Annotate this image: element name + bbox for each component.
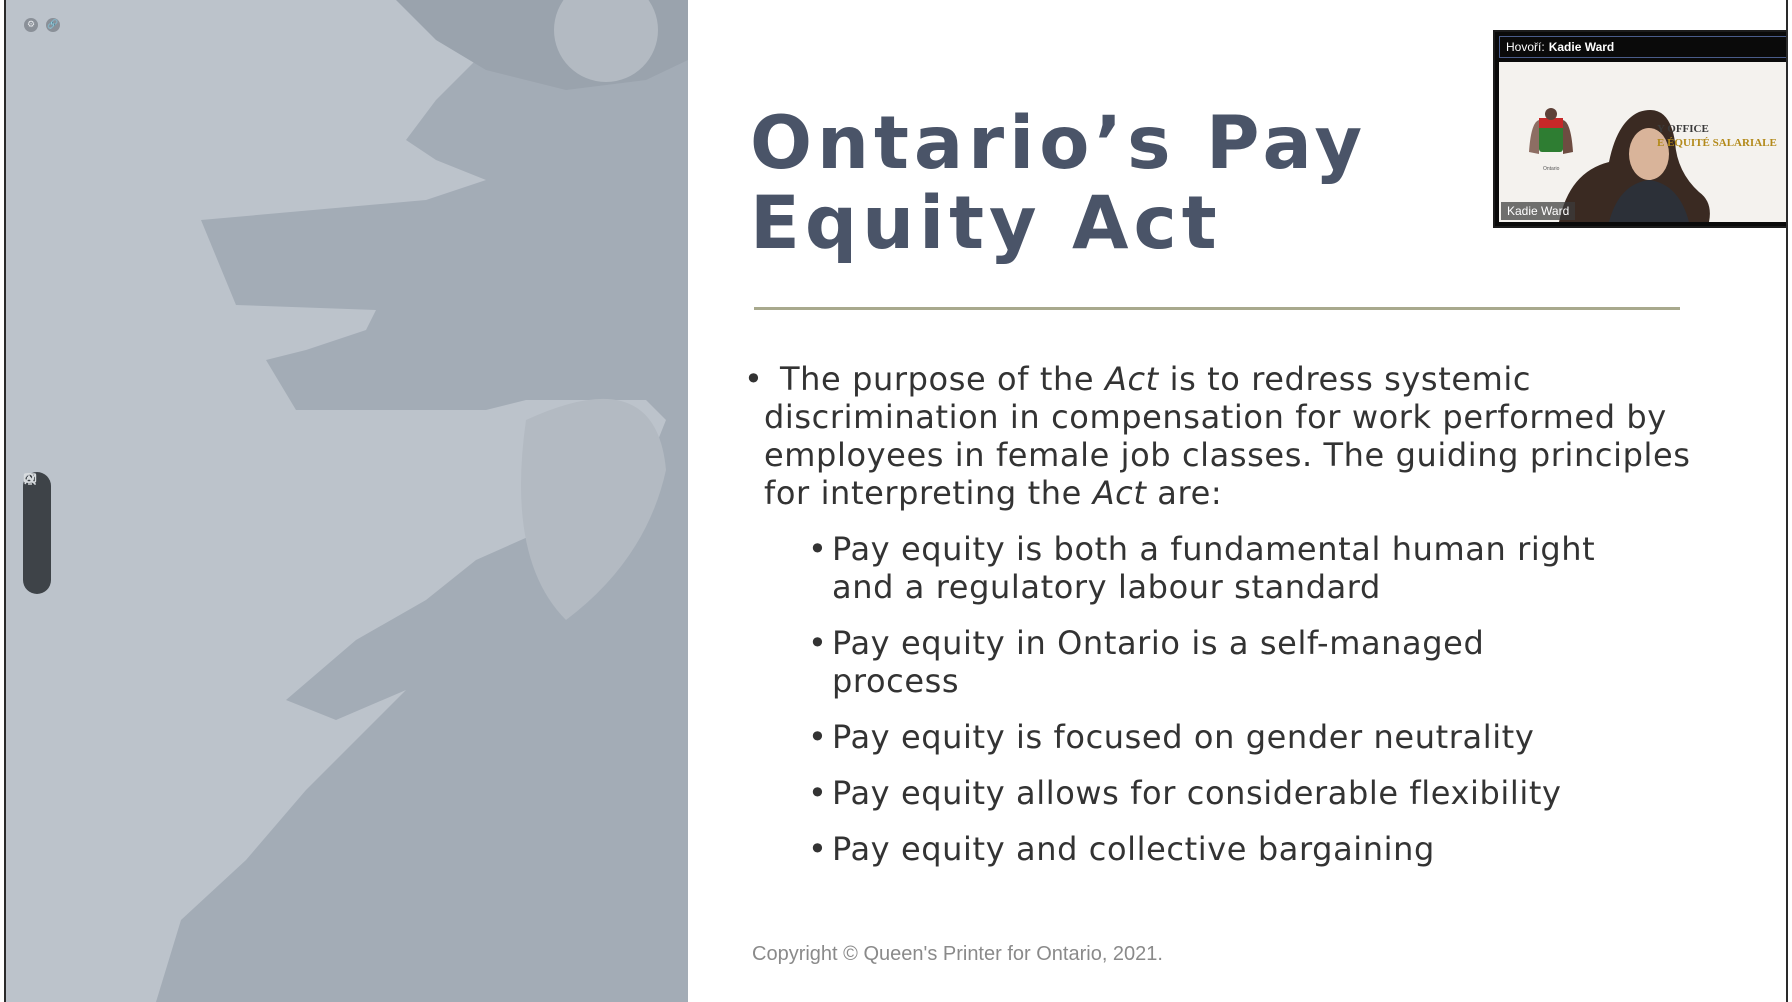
slide-title-line2: Equity Act [750, 181, 1222, 266]
video-feed [1499, 62, 1787, 222]
slide-title [750, 101, 1450, 266]
slide-decorative-panel [6, 0, 688, 1002]
principle-text: Pay equity in Ontario is a self-managed process [832, 624, 1485, 700]
principle-text: Pay equity is both a fundamental human right and a regulatory labour standard [832, 530, 1596, 606]
principle-item [750, 530, 1612, 606]
bullet-icon: • [744, 360, 764, 398]
principle-item [750, 830, 1612, 868]
bullet-icon: • [808, 830, 828, 868]
intro-bullet [744, 360, 1710, 512]
presentation-viewer [4, 0, 1788, 1002]
intro-text-part3: are: [1146, 474, 1223, 512]
participant-name-label: Kadie Ward [1501, 202, 1575, 220]
slide-title-line1: Ontario’s Pay [750, 101, 1368, 186]
slide-body [744, 360, 1710, 886]
speaking-name: Kadie Ward [1548, 40, 1615, 54]
zoom-out-icon[interactable] [27, 564, 47, 584]
speaking-prefix: Hovoří: [1506, 40, 1545, 54]
intro-act-italic-2: Act [1092, 474, 1147, 512]
intro-act-italic-1: Act [1104, 360, 1159, 398]
trillium-graphic [6, 0, 688, 1002]
office-line2: E ÉQUITÉ SALARIALE [1657, 137, 1777, 149]
principle-text: Pay equity allows for considerable flexibility [832, 774, 1562, 812]
speaker-video-tile[interactable] [1493, 30, 1788, 228]
copyright-notice: Copyright © Queen's Printer for Ontario, 2021. [752, 943, 1163, 965]
principle-item [750, 624, 1612, 700]
principle-text: Pay equity is focused on gender neutrality [832, 718, 1535, 756]
intro-text-part1: The purpose of the [780, 360, 1105, 398]
screen-share-icon[interactable] [27, 509, 47, 529]
principle-item [750, 774, 1612, 812]
annotation-toolbar [23, 472, 51, 594]
principles-list [750, 530, 1710, 868]
settings-dot-icon[interactable]: ⚙ [24, 18, 38, 32]
office-logo-text [1657, 122, 1777, 150]
principle-item [750, 718, 1612, 756]
svg-text:Ontario: Ontario [1543, 166, 1560, 172]
intro-text-part2: is to redress systemic discrimination in compensation for work performed by employees in female job classes. The guiding principles for interpreting the [764, 360, 1691, 512]
zoom-in-icon[interactable] [27, 537, 47, 557]
title-divider [754, 307, 1680, 310]
window-controls [24, 18, 60, 32]
bullet-icon: • [808, 718, 828, 756]
bullet-icon: • [808, 624, 828, 662]
bullet-icon: • [808, 530, 828, 568]
active-speaker-bar [1499, 36, 1787, 58]
link-dot-icon[interactable]: 🔗 [47, 20, 59, 30]
principle-text: Pay equity and collective bargaining [832, 830, 1435, 868]
office-line1: Y OFFICE [1657, 123, 1709, 135]
bullet-icon: • [808, 774, 828, 812]
